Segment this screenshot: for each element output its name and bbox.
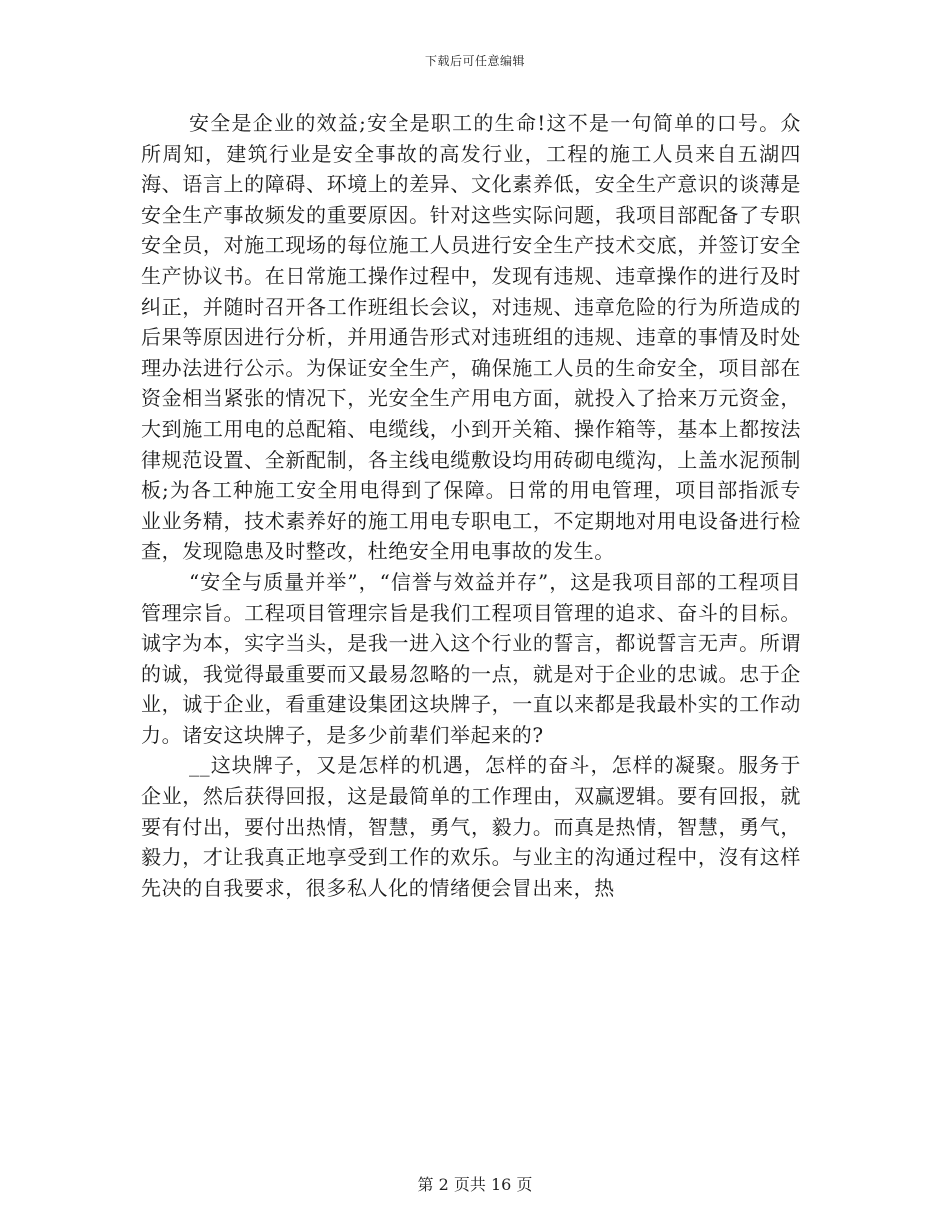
document-body: [141, 108, 801, 903]
page-header-note: 下载后可任意编辑: [424, 54, 525, 68]
paragraph-2: “安全与质量并举”，“信誉与效益并存”，这是我项目部的工程项目管理宗旨。工程项目管理宗旨是我们工程项目管理的追求、奋斗的目标。诚字为本，实字当头，是我一进入这个行业的誓言，都说誓言无声。所谓的诚，我觉得最重要而又最易忽略的一点，就是对于企业的忠诚。忠于企业，诚于企业，看重建设集团这块牌子，一直以来都是我最朴实的工作动力。诸安这块牌子，是多少前辈们举起来的?: [141, 569, 801, 747]
paragraph-1: 安全是企业的效益;安全是职工的生命!这不是一句简单的口号。众所周知，建筑行业是安全事故的高发行业，工程的施工人员来自五湖四海、语言上的障碍、环境上的差异、文化素养低，安全生产意识的谈薄是安全生产事故频发的重要原因。针对这些实际问题，我项目部配备了专职安全员，对施工现场的每位施工人员进行安全生产技术交底，并签订安全生产协议书。在日常施工操作过程中，发现有违规、违章操作的进行及时纠正，并随时召开各工作班组长会议，对违规、违章危险的行为所造成的后果等原因进行分析，并用通告形式对违班组的违规、违章的事情及时处理办法进行公示。为保证安全生产，确保施工人员的生命安全，项目部在资金相当紧张的情况下，光安全生产用电方面，就投入了拾来万元资金，大到施工用电的总配箱、电缆线，小到开关箱、操作箱等，基本上都按法律规范设置、全新配制，各主线电缆敷设均用砖砌电缆沟，上盖水泥预制板;为各工种施工安全用电得到了保障。日常的用电管理，项目部指派专业业务精，技术素养好的施工用电专职电工，不定期地对用电设备进行检查，发现隐患及时整改，杜绝安全用电事故的发生。: [141, 111, 801, 564]
page-number: 第 2 页共 16 页: [417, 1175, 533, 1194]
paragraph-3: __这块牌子，又是怎样的机遇，怎样的奋斗，怎样的凝聚。服务于企业，然后获得回报，这是最简单的工作理由，双赢逻辑。要有回报，就要有付出，要付出热情，智慧，勇气，毅力。而真是热情，智慧，勇气，毅力，才让我真正地享受到工作的欢乐。与业主的沟通过程中，沒有这样先决的自我要求，很多私人化的情绪便会冒出来，热: [141, 753, 801, 900]
